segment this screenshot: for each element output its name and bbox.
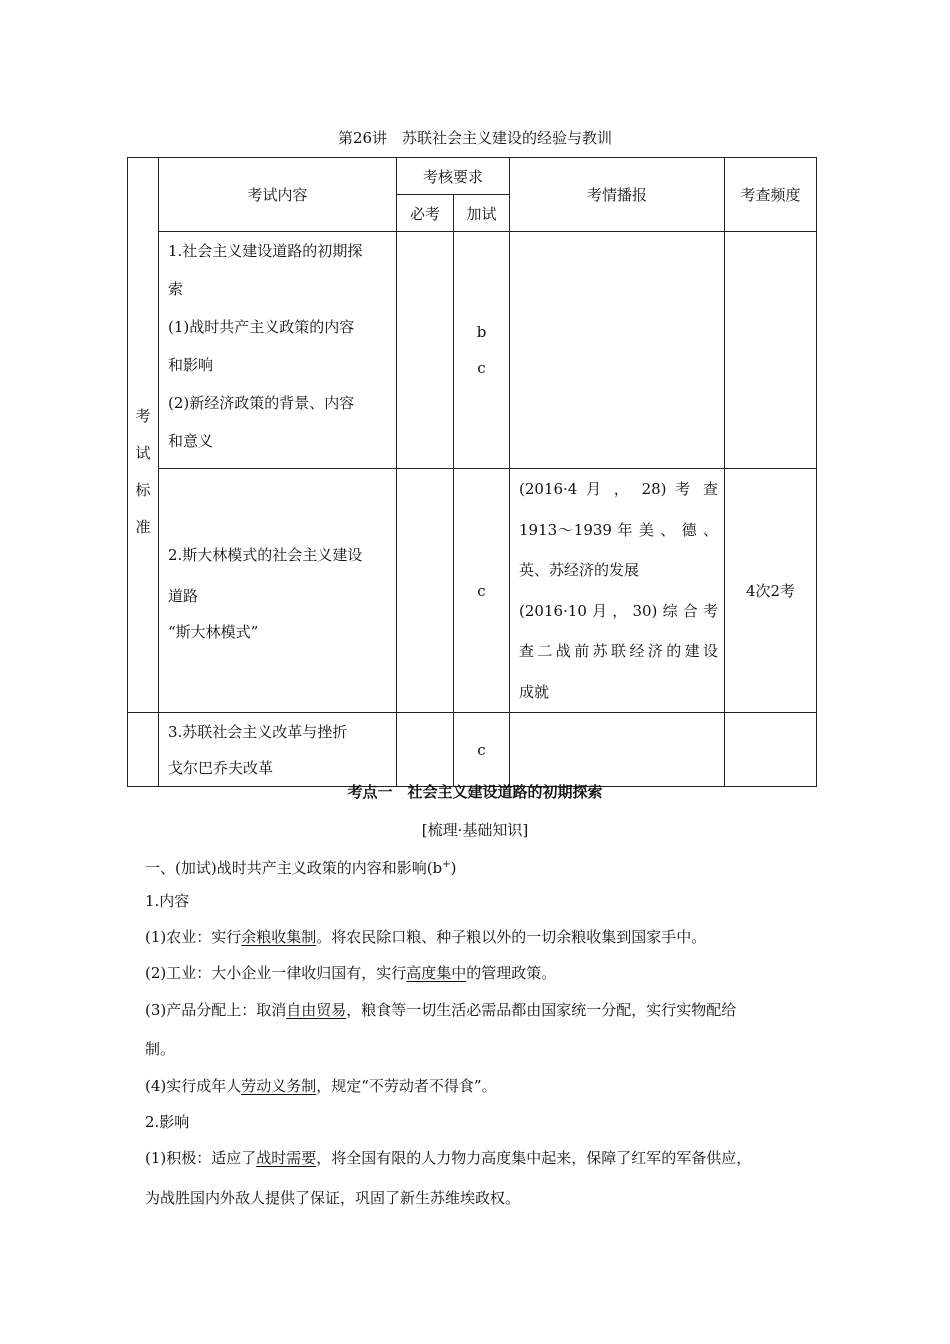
row2-frequency: 4次2考 <box>725 469 817 713</box>
row2-extra <box>454 469 510 713</box>
header-frequency: 考查频度 <box>725 158 817 232</box>
content-line: 和意义 <box>168 432 214 450</box>
underlined-keyword: 战时需要 <box>256 1149 317 1167</box>
header-requirement: 考核要求 <box>397 158 510 195</box>
report-line: 1913～1939 年 美 、 德 、 <box>519 520 718 539</box>
extra-value: c <box>477 581 486 600</box>
report-line: (2016·4 月 ， 28) 考 查 <box>519 480 718 498</box>
header-content: 考试内容 <box>159 158 397 232</box>
paragraph-positive <box>145 1140 815 1176</box>
text-span: (1)农业：实行 <box>145 928 242 946</box>
row2-content <box>159 469 397 713</box>
header-required: 必考 <box>397 195 454 232</box>
subheading: [梳理·基础知识] <box>421 821 529 839</box>
section-heading: 考点一 社会主义建设道路的初期探索 <box>347 783 603 801</box>
underlined-keyword: 自由贸易 <box>286 1001 347 1019</box>
text-span: ，粮食等一切生活必需品都由国家统一分配，实行实物配给 <box>346 1001 737 1019</box>
row1-extra <box>454 232 510 469</box>
text-span: (3)产品分配上：取消 <box>145 1001 287 1019</box>
extra-value: c <box>477 740 486 759</box>
paragraph-content-heading: 1.内容 <box>145 892 190 910</box>
row1-required <box>397 232 454 469</box>
content-line: 2.斯大林模式的社会主义建设 <box>168 545 363 564</box>
text-span: 一、(加试)战时共产主义政策的内容和影响(b <box>145 859 443 877</box>
row1-content <box>159 232 397 469</box>
report-line: (2016·10月，30)综合考 <box>519 601 718 620</box>
paragraph-agriculture <box>145 919 815 955</box>
text-span: ，将全国有限的人力物力高度集中起来，保障了红军的军备供应， <box>316 1149 752 1167</box>
header-report: 考情播报 <box>510 158 725 232</box>
content-line: 道路 <box>168 586 199 605</box>
content-line: 索 <box>168 280 184 298</box>
underlined-keyword: 劳动义务制 <box>241 1077 317 1095</box>
row1-frequency <box>725 232 817 469</box>
report-line: 成就 <box>519 682 550 701</box>
paragraph-labor <box>145 1068 815 1104</box>
report-line: 查二战前苏联经济的建设 <box>519 642 718 660</box>
side-empty-cell <box>128 713 159 787</box>
text-span: (2)工业：大小企业一律收归国有，实行 <box>145 964 407 982</box>
paragraph-positive-cont: 为战胜国内外敌人提供了保证，巩固了新生苏维埃政权。 <box>145 1189 521 1207</box>
paragraph-distribution <box>145 992 815 1028</box>
content-line: “斯大林模式” <box>168 622 259 641</box>
paragraph-impact-heading: 2.影响 <box>145 1113 190 1131</box>
row2-report <box>510 469 725 713</box>
page-title: 第26讲 苏联社会主义建设的经验与教训 <box>337 129 613 147</box>
row3-report <box>510 713 725 787</box>
content-line: 戈尔巴乔夫改革 <box>168 758 274 777</box>
side-label-char: 标 <box>135 480 151 499</box>
underlined-keyword: 余粮收集制 <box>241 928 317 946</box>
paragraph-policy-title <box>145 847 815 886</box>
row1-report <box>510 232 725 469</box>
row2-required <box>397 469 454 713</box>
content-line: 1.社会主义建设道路的初期探 <box>168 242 363 260</box>
side-label-cell <box>128 232 159 713</box>
extra-value: c <box>477 359 486 377</box>
text-span: 的管理政策。 <box>466 964 557 982</box>
side-header-cell <box>128 158 159 232</box>
header-extra: 加试 <box>454 195 510 232</box>
content-line: (1)战时共产主义政策的内容 <box>168 318 355 336</box>
superscript: + <box>442 859 451 870</box>
paragraph-distribution-cont: 制。 <box>145 1040 176 1058</box>
extra-value: b <box>476 323 487 341</box>
paragraph-industry <box>145 955 815 991</box>
content-line: 和影响 <box>168 356 214 374</box>
underlined-keyword: 高度集中 <box>406 964 467 982</box>
report-line: 英、苏经济的发展 <box>519 561 640 579</box>
row3-extra <box>454 713 510 787</box>
exam-standard-table <box>127 157 817 787</box>
content-line: 3.苏联社会主义改革与挫折 <box>168 722 348 741</box>
text-span: 。将农民除口粮、种子粮以外的一切余粮收集到国家手中。 <box>316 928 707 946</box>
row3-content <box>159 713 397 787</box>
side-label-char: 试 <box>135 443 151 462</box>
side-label-char: 考 <box>135 406 151 425</box>
text-span: (1)积极：适应了 <box>145 1149 257 1167</box>
row3-required <box>397 713 454 787</box>
text-span: ) <box>450 859 457 877</box>
row3-frequency <box>725 713 817 787</box>
text-span: ，规定“不劳动者不得食”。 <box>316 1077 497 1095</box>
content-line: (2)新经济政策的背景、内容 <box>168 394 355 412</box>
text-span: (4)实行成年人 <box>145 1077 242 1095</box>
side-label-char: 准 <box>135 517 151 536</box>
